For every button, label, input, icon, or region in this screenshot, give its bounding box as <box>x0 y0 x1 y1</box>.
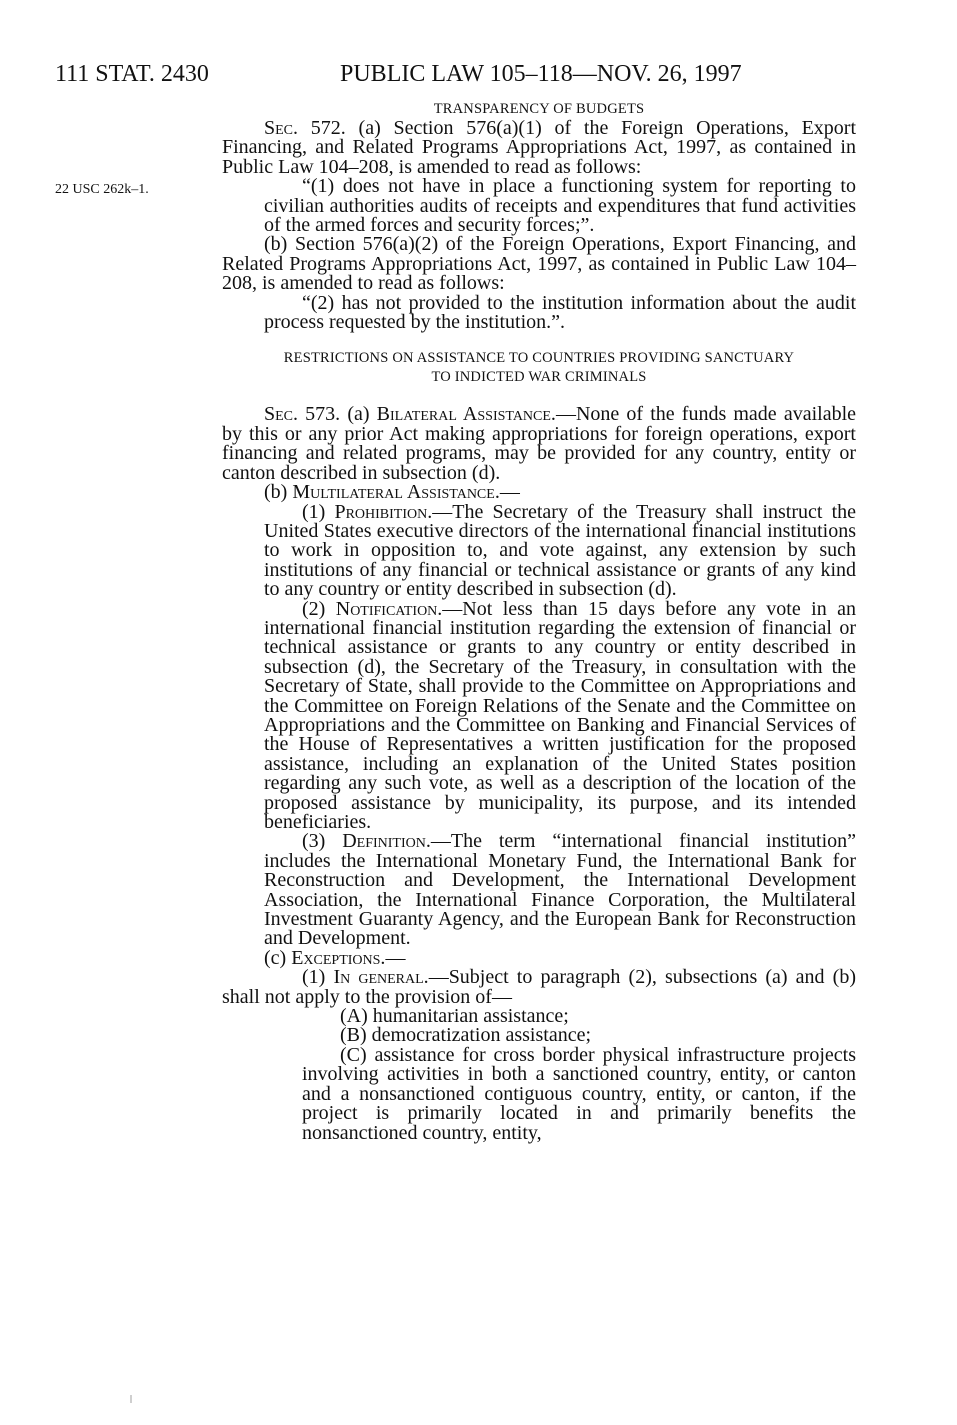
heading-line-2: TO INDICTED WAR CRIMINALS <box>431 369 647 386</box>
paragraph-text: (a) Section 576(a)(1) of the Foreign Operations, Export Financing, and Related Programs Appropriations Act, 1997, as contained in Public Law 104–208, is amended to read as follows: <box>222 117 857 178</box>
paragraph-573-b-3 <box>222 832 856 948</box>
dash: — <box>499 481 520 504</box>
clause-573-c-1-B: (B) democratization assistance; <box>340 1024 592 1047</box>
paragraph-573-b-1 <box>222 500 856 601</box>
heading-line-1: RESTRICTIONS ON ASSISTANCE TO COUNTRIES PROVIDING SANCTUARY <box>283 350 795 367</box>
label: (b) <box>264 481 293 504</box>
subsection-title: Bilateral Assistance. <box>376 403 556 426</box>
subsection-title: Multilateral Assistance. <box>292 481 500 504</box>
quoted-amendment-1: “(1) does not have in place a functioning system for reporting to civilian authorities audits of receipts and expenditures that fund activities of the armed forces and security forces;”. <box>264 175 856 237</box>
margin-note: 22 USC 262k–1. <box>55 182 149 197</box>
paragraph-text: —Subject to paragraph (2), subsections (a) and (b) shall not apply to the provision of— <box>222 966 856 1008</box>
paragraph-573-a <box>222 405 856 483</box>
paragraph-text: —The term “international financial institution” includes the International Monetary Fund, the International Bank for Reconstruction and Development, the International Development Association, the International Finance Corporation, the Multilateral Investment Guaranty Agency, and the European Bank for Reconstruction and Development. <box>264 830 857 950</box>
paragraph-title: Notification. <box>335 597 443 620</box>
paragraph-title: In general. <box>333 966 429 989</box>
statute-citation: 111 STAT. 2430 <box>55 61 209 87</box>
section-heading-transparency: TRANSPARENCY OF BUDGETS <box>433 101 645 117</box>
label: (1) <box>302 966 334 989</box>
paragraph-573-c-1 <box>222 968 856 1007</box>
paragraph-text: —None of the funds made available by this or any prior Act making appropriations for foreign operations, export financing and related programs, may be provided for any country, entity or canton described in subsection (d). <box>222 403 857 484</box>
clause-573-c-1-A: (A) humanitarian assistance; <box>340 1005 569 1028</box>
label: (c) <box>264 946 292 969</box>
label: (a) <box>340 403 377 426</box>
quoted-amendment-2: “(2) has not provided to the institution information about the audit process requested by the institution.”. <box>264 291 856 334</box>
subsection-title: Exceptions. <box>291 946 386 969</box>
paragraph-573-b-2 <box>222 597 856 833</box>
section-heading-restrictions <box>222 349 856 387</box>
public-law-citation: PUBLIC LAW 105–118—NOV. 26, 1997 <box>340 61 742 87</box>
label: (3) <box>302 830 343 853</box>
paragraph-title: Prohibition. <box>334 500 433 523</box>
label: (2) <box>302 597 336 620</box>
clause-573-c-1-C: (C) assistance for cross border physical infrastructure projects involving activities in both a sanctioned country, entity, or canton and a nonsanctioned contiguous country, entity, or canton, if the project is primarily located in and primarily benefits the nonsanctioned country, entity, <box>302 1043 856 1144</box>
paragraph-572-a <box>222 119 856 177</box>
dash: — <box>385 946 406 969</box>
paragraph-title: Definition. <box>342 830 431 853</box>
paragraph-text: —The Secretary of the Treasury shall instruct the United States executive directors of the international financial institutions to work in opposition to, and vote against, any extension by such institutions of any financial or technical assistance or grants of any kind to any country or entity described in subsection (d). <box>264 500 856 601</box>
section-number: Sec. 572. <box>264 117 346 139</box>
document-body <box>222 100 856 1143</box>
scan-mark <box>130 1395 132 1403</box>
paragraph-text: —Not less than 15 days before any vote in an international financial institution regarding the extension of financial or technical assistance or grants to any country or entity described in subsection (d), the Secretary of the Treasury, in consultation with the Secretary of State, shall provide to the Committee on Appropriations and the Committee on Foreign Relations of the Senate and the Committee on Appropriations and the Committee on Banking and Financial Services of the House of Representatives a written justification for the proposed assistance, including an explanation of the United States position regarding any such vote, as well as a description of the location of the proposed assistance by municipality, its purpose, and its intended beneficiaries. <box>264 597 856 833</box>
section-number: Sec. 573. <box>264 403 341 426</box>
paragraph-572-b: (b) Section 576(a)(2) of the Foreign Operations, Export Financing, and Related Programs Appropriations Act, 1997, as contained in Public Law 104–208, is amended to read as follows: <box>222 233 856 295</box>
label: (1) <box>302 500 335 523</box>
